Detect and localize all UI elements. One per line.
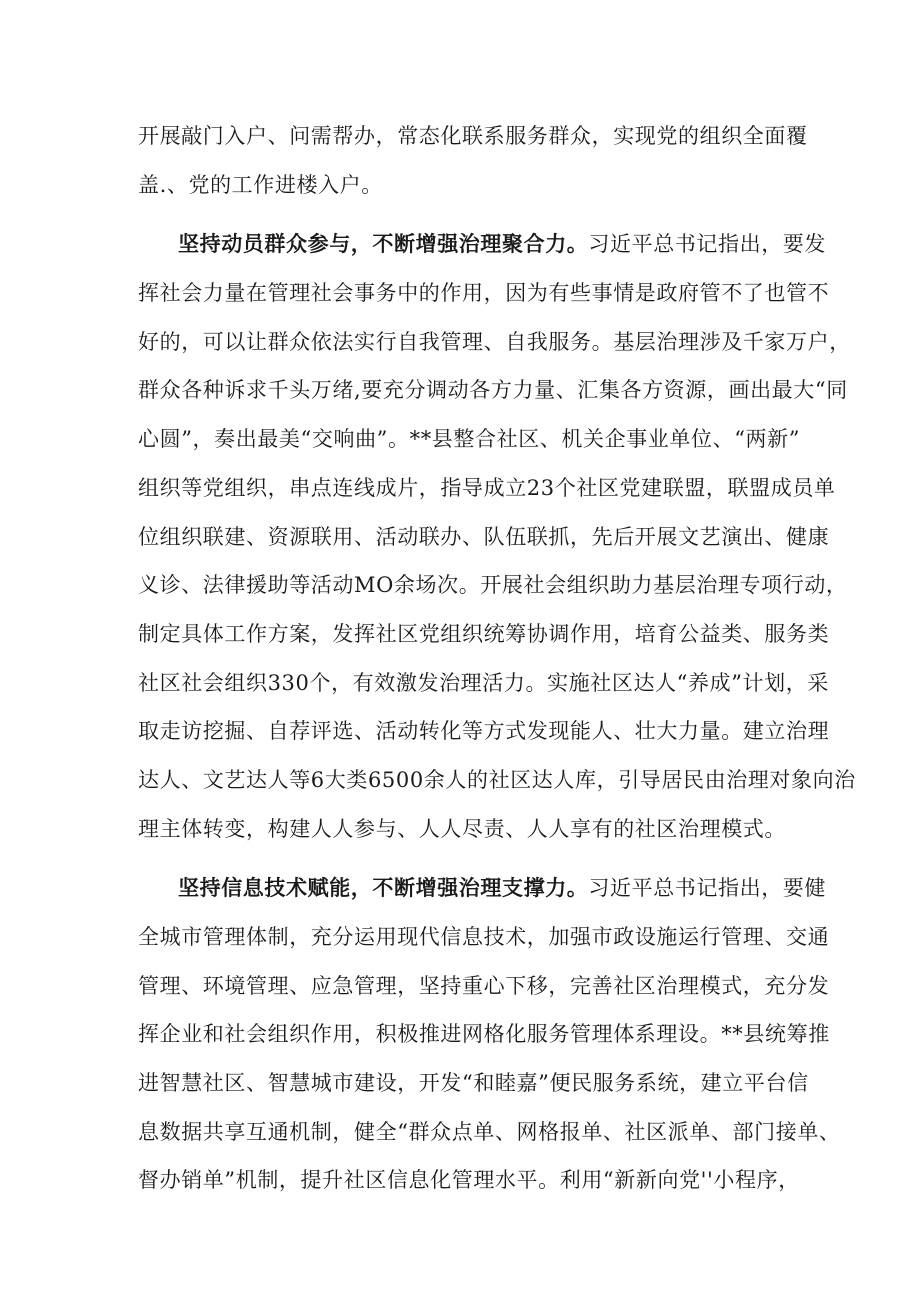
- paragraph-2-line: 制定具体工作方案，发挥社区党组织统筹协调作用，培育公益类、服务类: [138, 621, 830, 646]
- paragraph-2-line: 组织等党组织，串点连线成片，指导成立23个社区党建联盟，联盟成员单: [138, 475, 836, 500]
- paragraph-2-line: 挥社会力量在管理社会事务中的作用，因为有些事情是政府管不了也管不: [138, 281, 830, 306]
- paragraph-1-line-1: 开展敲门入户、问需帮办，常态化联系服务群众，实现党的组织全面覆: [138, 124, 808, 148]
- paragraph-2-line: 位组织联建、资源联用、活动联办、队伍联抓，先后开展文艺演出、健康: [138, 524, 830, 549]
- paragraph-2-line: 好的，可以让群众依法实行自我管理、自我服务。基层治理涉及千家万户，: [138, 329, 851, 354]
- paragraph-3-line: 进智慧社区、智慧城市建设，开发“和睦嘉”便民服务系统，建立平台信: [138, 1071, 809, 1096]
- paragraph-3-line: 督办销单”机制，提升社区信息化管理水平。利用“新新向党''小程序，: [138, 1168, 800, 1193]
- paragraph-3: [138, 864, 841, 1205]
- document-page: [138, 112, 856, 1205]
- paragraph-2-line: 社区社会组织330个，有效激发治理活力。实施社区达人“养成”计划，采: [138, 670, 829, 695]
- paragraph-2-line: 取走访挖掘、自荐评选、活动转化等方式发现能人、壮大力量。建立治理: [138, 719, 830, 744]
- paragraph-2: [138, 220, 856, 853]
- paragraph-2-first-line: [138, 220, 827, 269]
- paragraph-3-heading: 坚持信息技术赋能，不断增强治理支撑力。: [178, 875, 589, 901]
- paragraph-3-line: 管理、环境管理、应急管理，坚持重心下移，完善社区治理模式，充分发: [138, 973, 830, 998]
- paragraph-1: [138, 112, 808, 209]
- paragraph-2-first-line-rest: 习近平总书记指出，要发: [588, 232, 827, 257]
- paragraph-2-line: 达人、文艺达人等6大类6500余人的社区达人库，引导居民由治理对象向治: [138, 767, 856, 792]
- paragraph-3-line: 全城市管理体制，充分运用现代信息技术，加强市政设施运行管理、交通: [138, 925, 830, 949]
- paragraph-3-line: 挥企业和社会组织作用，积极推进网格化服务管理体系理设。**县统筹推: [138, 1022, 830, 1047]
- paragraph-3-line: 息数据共享互通机制，健全“群众点单、网格报单、社区派单、部门接单、: [138, 1119, 841, 1144]
- paragraph-2-line: 心圆”，奏出最美“交响曲”。**县整合社区、机关企事业单位、“两新”: [138, 427, 801, 452]
- paragraph-2-line: 义诊、法律援助等活动MO余场次。开展社会组织助力基层治理专项行动，: [138, 573, 848, 598]
- paragraph-2-heading: 坚持动员群众参与，不断增强治理聚合力。: [178, 231, 589, 257]
- paragraph-3-first-line: [138, 864, 827, 913]
- paragraph-2-line: 群众各种诉求千头万绪,要充分调动各方力量、汇集各方资源，画出最大“同: [138, 378, 848, 403]
- paragraph-2-last-line: 理主体转变，构建人人参与、人人尽责、人人享有的社区治理模式。: [138, 816, 786, 841]
- paragraph-1-line-2: 盖.、党的工作进楼入户。: [138, 172, 383, 197]
- paragraph-3-first-line-rest: 习近平总书记指出，要健: [588, 876, 827, 901]
